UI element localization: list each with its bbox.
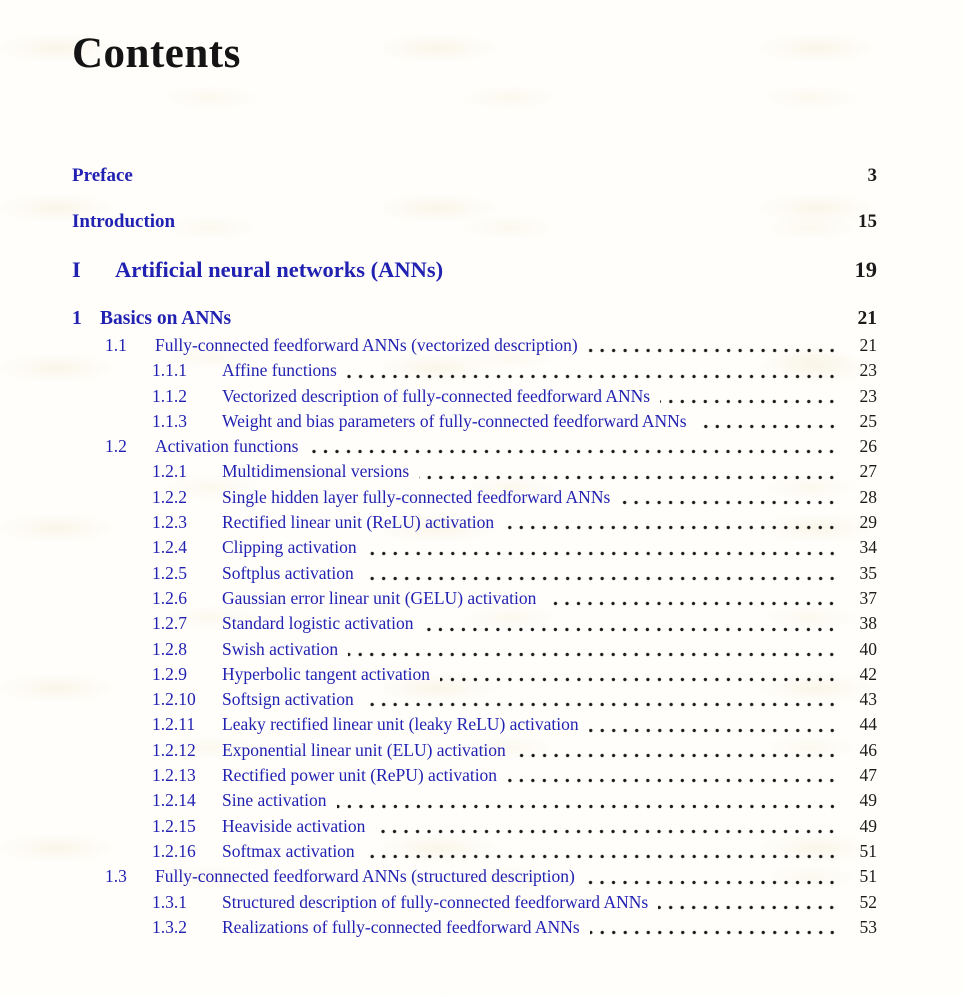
toc-entry-page: 3 xyxy=(867,165,877,186)
toc-row-1-2-10 xyxy=(72,687,877,712)
toc-entry-number: 1.3.2 xyxy=(152,916,187,937)
toc-row-1-1-1 xyxy=(72,358,877,383)
toc-row-1-2-6 xyxy=(72,586,877,611)
toc-entry-number: 1.2.12 xyxy=(152,739,196,760)
dot-leader xyxy=(658,905,841,910)
toc-entry-page: 29 xyxy=(859,512,877,533)
toc-entry-page: 25 xyxy=(859,410,877,431)
toc-entry-page: 38 xyxy=(859,613,877,634)
dot-leader xyxy=(337,804,842,809)
toc-entry-page: 37 xyxy=(859,587,877,608)
toc-row-1-2-1 xyxy=(72,459,877,484)
toc-entry-page: 26 xyxy=(859,436,877,457)
toc-link-1-2-14[interactable] xyxy=(72,788,327,813)
dot-leader xyxy=(660,399,841,404)
toc-entry-number: 1.2.8 xyxy=(152,638,187,659)
toc-link-1-1-2[interactable] xyxy=(72,384,650,409)
toc-entry-title: Artificial neural networks (ANNs) xyxy=(115,257,444,282)
toc-link-1-3-2[interactable] xyxy=(72,915,580,940)
toc-entry-title: Rectified power unit (RePU) activation xyxy=(222,765,498,786)
toc-link-1-2-7[interactable] xyxy=(72,611,413,636)
dot-leader xyxy=(308,449,841,454)
toc-entry-title: Basics on ANNs xyxy=(100,308,232,329)
toc-entry-title: Softmax activation xyxy=(222,840,355,861)
toc-entry-title: Structured description of fully-connected feedforward ANNs xyxy=(222,891,649,912)
toc-row-preface xyxy=(72,166,877,185)
toc-entry-title: Swish activation xyxy=(222,638,339,659)
toc-entry-number: 1.2.5 xyxy=(152,562,187,583)
dot-leader xyxy=(367,551,841,556)
toc-row-1-3-2 xyxy=(72,915,877,940)
toc-row-1-2-12 xyxy=(72,738,877,763)
toc-link-1-2-11[interactable] xyxy=(72,712,579,737)
toc-entry-page: 21 xyxy=(859,335,877,355)
toc-entry-number: 1.2.9 xyxy=(152,663,187,684)
toc-link-1-2-4[interactable] xyxy=(72,535,357,560)
toc-entry-page: 34 xyxy=(859,537,877,558)
toc-entry-title: Leaky rectified linear unit (leaky ReLU) activation xyxy=(222,714,579,735)
dot-leader xyxy=(589,728,841,733)
toc-entry-number: 1.3.1 xyxy=(152,891,187,912)
toc-link-1-2-16[interactable] xyxy=(72,839,355,864)
dot-leader xyxy=(585,880,841,885)
toc-link-1-2[interactable] xyxy=(72,434,298,459)
toc-entry-number: 1.2.15 xyxy=(152,815,196,836)
toc-entry-title: Realizations of fully-connected feedforward ANNs xyxy=(222,916,580,937)
toc-entry-page: 23 xyxy=(859,385,877,406)
dot-leader xyxy=(507,778,841,783)
toc-row-I xyxy=(72,258,877,282)
toc-entry-title: Single hidden layer fully-connected feedforward ANNs xyxy=(222,486,611,507)
toc-entry-title: Multidimensional versions xyxy=(222,461,410,482)
toc-entry-title: Fully-connected feedforward ANNs (vectorized description) xyxy=(155,335,578,355)
toc-row-1-2-7 xyxy=(72,611,877,636)
toc-entry-page: 49 xyxy=(859,815,877,836)
toc-entry-title: Heaviside activation xyxy=(222,815,366,836)
toc-entry-number: 1.2.3 xyxy=(152,512,187,533)
toc-entry-number: 1.1.2 xyxy=(152,385,187,406)
toc-link-1-2-15[interactable] xyxy=(72,814,365,839)
dot-leader xyxy=(504,525,841,530)
toc-link-1-2-1[interactable] xyxy=(72,459,409,484)
dot-leader xyxy=(347,374,841,379)
toc-entry-number: 1.2.16 xyxy=(152,840,196,861)
toc-link-I[interactable] xyxy=(72,258,443,282)
toc-entry-page: 19 xyxy=(854,257,877,282)
toc-entry-title: Sine activation xyxy=(222,790,327,811)
toc-row-1-2-16 xyxy=(72,839,877,864)
toc-link-1-1[interactable] xyxy=(72,333,578,358)
toc-entry-title: Softsign activation xyxy=(222,689,354,710)
toc-entry-number: 1.1 xyxy=(105,335,127,355)
toc-link-1-1-3[interactable] xyxy=(72,409,687,434)
toc-row-1-2-14 xyxy=(72,788,877,813)
toc-link-1-2-10[interactable] xyxy=(72,687,354,712)
toc-row-1-1-3 xyxy=(72,409,877,434)
toc-entry-page: 46 xyxy=(859,739,877,760)
toc-entry-number: 1 xyxy=(72,308,82,329)
toc-entry-title: Weight and bias parameters of fully-connected feedforward ANNs xyxy=(222,410,687,431)
toc-row-1-3 xyxy=(72,864,877,889)
toc-entry-page: 35 xyxy=(859,562,877,583)
dot-leader xyxy=(516,753,841,758)
toc-row-1-1 xyxy=(72,333,877,358)
toc-entry-title: Exponential linear unit (ELU) activation xyxy=(222,739,506,760)
dot-leader xyxy=(588,348,841,353)
toc-link-1-3-1[interactable] xyxy=(72,890,648,915)
toc-link-1-2-2[interactable] xyxy=(72,485,610,510)
toc-entry-number: 1.2.11 xyxy=(152,714,196,735)
toc-entry-page: 40 xyxy=(859,638,877,659)
toc-entry-page: 49 xyxy=(859,790,877,811)
dot-leader xyxy=(365,854,841,859)
toc-link-1-2-13[interactable] xyxy=(72,763,497,788)
toc-entry-number: 1.2 xyxy=(105,436,127,457)
dot-leader xyxy=(620,500,841,505)
toc-entry-number: 1.3 xyxy=(105,866,127,887)
dot-leader xyxy=(364,702,841,707)
toc-entry-page: 44 xyxy=(859,714,877,735)
toc-entry-page: 42 xyxy=(859,663,877,684)
toc-link-1-1-1[interactable] xyxy=(72,358,337,383)
toc-entry-page: 53 xyxy=(859,916,877,937)
toc-entry-number: 1.2.10 xyxy=(152,689,196,710)
toc-entry-title: Fully-connected feedforward ANNs (structured description) xyxy=(155,866,575,887)
toc-link-1-2-3[interactable] xyxy=(72,510,494,535)
toc-row-1-2-11 xyxy=(72,712,877,737)
toc-entry-number: 1.1.3 xyxy=(152,410,187,431)
dot-leader xyxy=(375,829,841,834)
toc-row-1-2-9 xyxy=(72,662,877,687)
dot-leader xyxy=(423,627,841,632)
toc-row-introduction xyxy=(72,212,877,231)
toc-entry-page: 51 xyxy=(859,840,877,861)
toc-entry-page: 52 xyxy=(859,891,877,912)
toc-row-1-2-2 xyxy=(72,485,877,510)
toc-row-1 xyxy=(72,309,877,329)
toc-link-1-2-8[interactable] xyxy=(72,637,338,662)
toc-link-preface[interactable] xyxy=(72,166,133,185)
toc-row-1-2-15 xyxy=(72,814,877,839)
dot-leader xyxy=(697,424,841,429)
toc-entry-title: Rectified linear unit (ReLU) activation xyxy=(222,512,495,533)
toc-entry-number: 1.2.4 xyxy=(152,537,187,558)
table-of-contents xyxy=(72,166,877,940)
toc-entry-number: 1.2.1 xyxy=(152,461,187,482)
toc-entry-number: 1.2.6 xyxy=(152,587,187,608)
toc-entry-title: Hyperbolic tangent activation xyxy=(222,663,430,684)
toc-row-1-2-13 xyxy=(72,763,877,788)
toc-entry-page: 15 xyxy=(858,211,877,232)
dot-leader xyxy=(348,652,841,657)
toc-link-1[interactable] xyxy=(72,309,231,329)
toc-entry-title: Affine functions xyxy=(222,360,337,381)
toc-row-1-2-3 xyxy=(72,510,877,535)
toc-entry-page: 28 xyxy=(859,486,877,507)
toc-entry-page: 23 xyxy=(859,360,877,381)
toc-entry-number: 1.2.14 xyxy=(152,790,196,811)
toc-entry-page: 51 xyxy=(859,866,877,887)
toc-entry-page: 27 xyxy=(859,461,877,482)
toc-entry-title: Introduction xyxy=(72,211,176,232)
toc-entry-title: Standard logistic activation xyxy=(222,613,414,634)
toc-entry-title: Preface xyxy=(72,165,133,186)
toc-entry-page: 43 xyxy=(859,689,877,710)
toc-row-1-2 xyxy=(72,434,877,459)
toc-link-1-2-6[interactable] xyxy=(72,586,536,611)
toc-row-1-2-8 xyxy=(72,637,877,662)
toc-row-1-2-4 xyxy=(72,535,877,560)
toc-entry-number: 1.2.13 xyxy=(152,765,196,786)
dot-leader xyxy=(364,576,841,581)
dot-leader xyxy=(590,930,841,935)
toc-entry-title: Activation functions xyxy=(155,436,299,457)
toc-entry-title: Vectorized description of fully-connected feedforward ANNs xyxy=(222,385,651,406)
toc-entry-number: 1.1.1 xyxy=(152,360,187,381)
toc-link-1-2-9[interactable] xyxy=(72,662,430,687)
dot-leader xyxy=(546,601,841,606)
toc-row-1-2-5 xyxy=(72,561,877,586)
toc-entry-number: 1.2.2 xyxy=(152,486,187,507)
dot-leader xyxy=(440,677,841,682)
toc-entry-title: Clipping activation xyxy=(222,537,357,558)
dot-leader xyxy=(419,475,841,480)
toc-link-introduction[interactable] xyxy=(72,212,175,231)
toc-row-1-3-1 xyxy=(72,890,877,915)
toc-entry-number: 1.2.7 xyxy=(152,613,187,634)
toc-entry-page: 47 xyxy=(859,765,877,786)
toc-link-1-2-12[interactable] xyxy=(72,738,506,763)
toc-link-1-2-5[interactable] xyxy=(72,561,354,586)
toc-link-1-3[interactable] xyxy=(72,864,575,889)
toc-entry-number: I xyxy=(72,257,81,282)
toc-entry-title: Gaussian error linear unit (GELU) activation xyxy=(222,587,537,608)
toc-entry-title: Softplus activation xyxy=(222,562,354,583)
toc-entry-page: 21 xyxy=(857,308,877,329)
toc-row-1-1-2 xyxy=(72,384,877,409)
page-title: Contents xyxy=(72,30,241,77)
